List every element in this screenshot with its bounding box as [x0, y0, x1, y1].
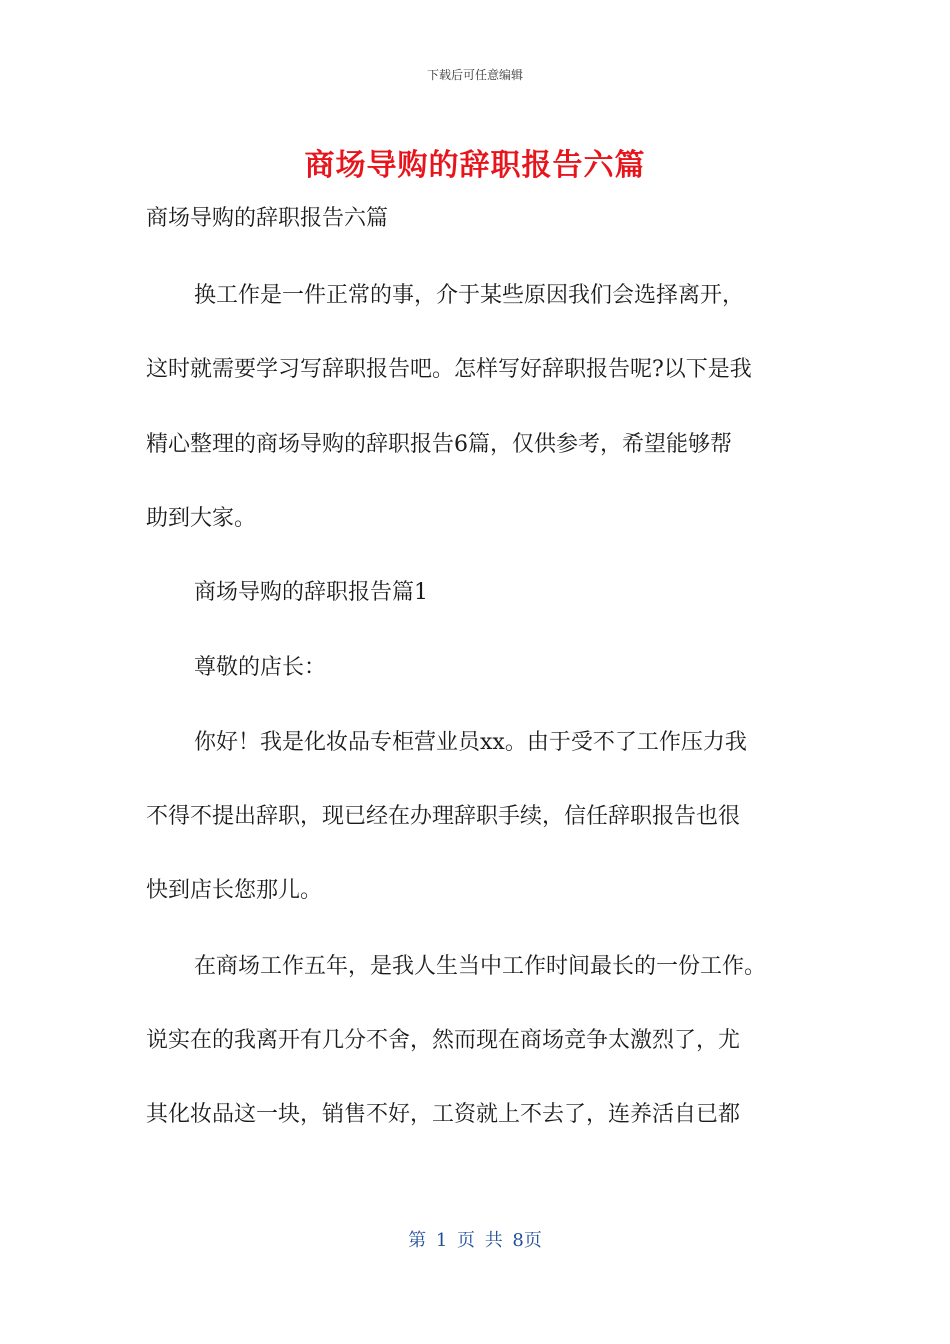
paragraph-line: 助到大家。	[146, 506, 257, 531]
paragraph-line: 换工作是一件正常的事，介于某些原因我们会选择离开，	[194, 283, 745, 308]
paragraph-line: 快到店长您那儿。	[146, 878, 323, 903]
header-note: 下载后可任意编辑	[426, 68, 523, 82]
paragraph-line: 精心整理的商场导购的辞职报告6篇，仅供参考，希望能够帮	[146, 432, 732, 457]
paragraph-line: 这时就需要学习写辞职报告吧。怎样写好辞职报告呢?以下是我	[146, 357, 752, 382]
document-title: 商场导购的辞职报告六篇	[304, 148, 646, 183]
paragraph-line: 在商场工作五年，是我人生当中工作时间最长的一份工作。	[194, 954, 767, 979]
paragraph-line: 其化妆品这一块，销售不好，工资就上不去了，连养活自已都	[146, 1102, 741, 1127]
page-number-footer: 第 1 页 共 8页	[408, 1230, 542, 1251]
salutation: 尊敬的店长：	[194, 655, 327, 680]
paragraph-line: 不得不提出辞职，现已经在办理辞职手续，信任辞职报告也很	[146, 804, 741, 829]
paragraph-line: 你好！我是化妆品专柜营业员xx。由于受不了工作压力我	[194, 730, 747, 755]
subtitle-line: 商场导购的辞职报告六篇	[146, 206, 389, 231]
section-heading: 商场导购的辞职报告篇1	[194, 580, 428, 605]
paragraph-line: 说实在的我离开有几分不舍，然而现在商场竞争太激烈了，尤	[146, 1028, 741, 1053]
